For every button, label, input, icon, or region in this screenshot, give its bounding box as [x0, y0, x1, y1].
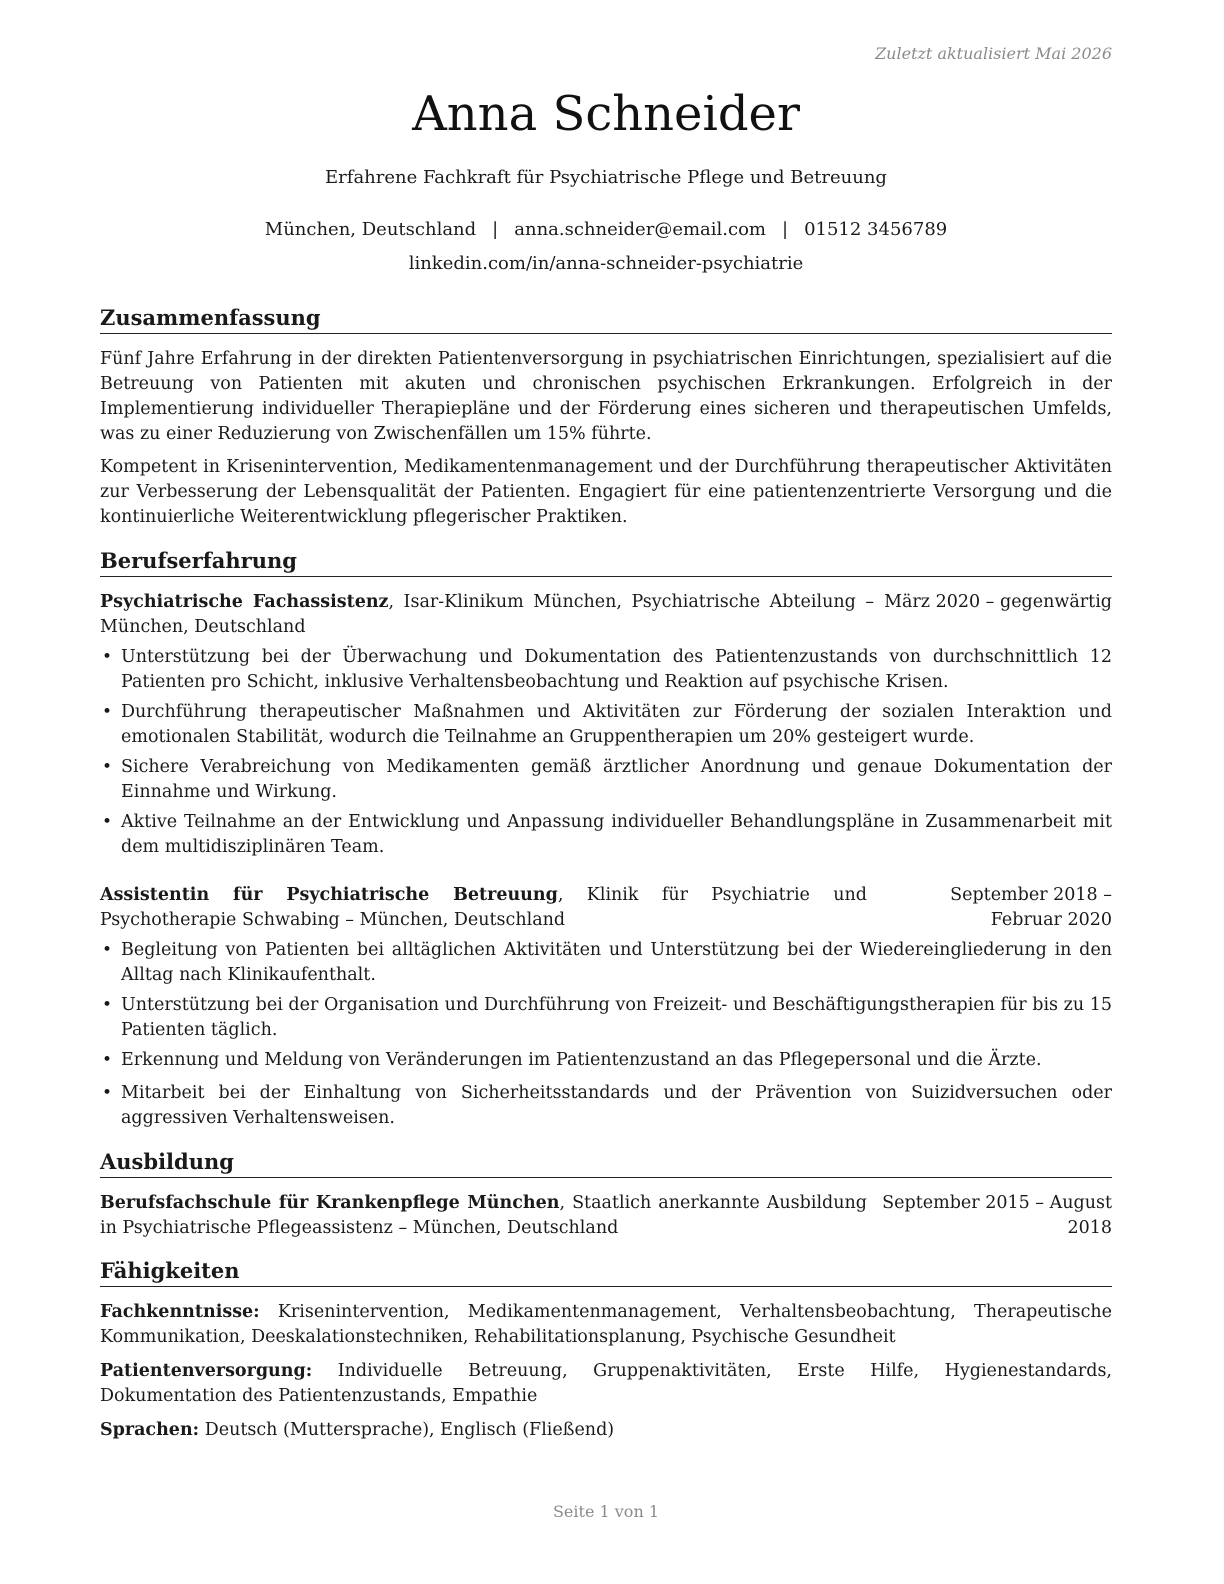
contact-line	[100, 219, 1112, 240]
job-role: Assistentin für Psychiatrische Betreuung	[100, 885, 558, 905]
list-item: • Begleitung von Patienten bei alltäglichen Aktivitäten und Unterstützung bei der Wiedereingliederung in den Alltag nach Klinikaufenthalt.	[100, 938, 1112, 988]
job-role: Psychiatrische Fachassistenz	[100, 592, 389, 612]
job-dates: März 2020 – gegenwärtig	[884, 592, 1112, 612]
summary-paragraph: Fünf Jahre Erfahrung in der direkten Patientenversorgung in psychiatrischen Einrichtungen, spezialisiert auf die Betreuung von Patienten mit akuten und chronischen psychischen Erkrankungen. Erfolgreich in der Implementierung individueller Therapiepläne und der Förderung eines sicheren und therapeutischen Umfelds, was zu einer Reduzierung von Zwischenfällen um 15% führte.	[100, 349, 1112, 444]
job-bullets	[100, 645, 1112, 860]
education-dates: September 2015 – August 2018	[882, 1193, 1112, 1238]
list-item: • Mitarbeit bei der Einhaltung von Sicherheitsstandards und der Prävention von Suizidversuchen oder aggressiven Verhaltensweisen.	[100, 1081, 1112, 1131]
candidate-name: Anna Schneider	[412, 86, 800, 142]
email-link[interactable]: anna.schneider@email.com	[514, 219, 766, 240]
list-item: • Erkennung und Meldung von Veränderungen im Patientenzustand an das Pflegepersonal und die Ärzte.	[100, 1048, 1112, 1073]
list-item: • Aktive Teilnahme an der Entwicklung und Anpassung individueller Behandlungspläne in Zusammenarbeit mit dem multidisziplinären Team.	[100, 810, 1112, 860]
skills-section	[100, 1257, 1112, 1443]
tagline: Erfahrene Fachkraft für Psychiatrische Pflege und Betreuung	[325, 167, 887, 188]
location: München, Deutschland	[264, 219, 477, 240]
last-updated: Zuletzt aktualisiert Mai 2026	[875, 44, 1112, 63]
skill-label: Patientenversorgung:	[100, 1361, 313, 1381]
skill-line	[100, 1300, 1112, 1350]
section-title: Berufserfahrung	[100, 547, 1112, 577]
job-org: , Isar-Klinikum München, Psychiatrische Abteilung – München, Deutschland	[100, 592, 875, 637]
education-detail: , Staatlich anerkannte Ausbildung in Psychiatrische Pflegeassistenz – München, Deutschland	[100, 1193, 867, 1238]
list-item: • Unterstützung bei der Organisation und Durchführung von Freizeit- und Beschäftigungstherapien für bis zu 15 Patienten täglich.	[100, 993, 1112, 1043]
job-bullets	[100, 938, 1112, 1131]
job-dates: September 2018 – Februar 2020	[950, 885, 1112, 930]
phone: 01512 3456789	[804, 219, 948, 240]
education-entry	[100, 1191, 1112, 1241]
skill-text: Deutsch (Muttersprache), Englisch (Fließend)	[199, 1420, 615, 1440]
summary-paragraph: Kompetent in Krisenintervention, Medikamentenmanagement und der Durchführung therapeutischer Aktivitäten zur Verbesserung der Lebensqualität der Patienten. Engagiert für eine patientenzentrierte Versorgung und die kontinuierliche Weiterentwicklung pflegerischer Praktiken.	[100, 457, 1112, 527]
skill-line	[100, 1418, 1112, 1443]
section-title: Ausbildung	[100, 1148, 1112, 1178]
skill-label: Fachkenntnisse:	[100, 1302, 260, 1322]
skill-text: Individuelle Betreuung, Gruppenaktivitäten, Erste Hilfe, Hygienestandards, Dokumentation des Patientenzustands, Empathie	[100, 1361, 1112, 1406]
job-header	[100, 883, 1112, 933]
separator: |	[492, 219, 499, 240]
section-title: Fähigkeiten	[100, 1257, 1112, 1287]
page-number: Seite 1 von 1	[552, 1502, 660, 1521]
job-entry	[100, 590, 1112, 860]
linkedin-link[interactable]: linkedin.com/in/anna-schneider-psychiatrie	[408, 253, 804, 274]
separator: |	[782, 219, 789, 240]
job-entry	[100, 883, 1112, 1131]
summary-section	[100, 304, 1112, 530]
list-item: • Sichere Verabreichung von Medikamenten gemäß ärztlicher Anordnung und genaue Dokumentation der Einnahme und Wirkung.	[100, 755, 1112, 805]
experience-section	[100, 547, 1112, 1131]
skill-line	[100, 1359, 1112, 1409]
list-item: • Unterstützung bei der Überwachung und Dokumentation des Patientenzustands von durchschnittlich 12 Patienten pro Schicht, inklusive Verhaltensbeobachtung und Reaktion auf psychische Krisen.	[100, 645, 1112, 695]
job-header	[100, 590, 1112, 640]
skill-text: Krisenintervention, Medikamentenmanagement, Verhaltensbeobachtung, Therapeutische Kommunikation, Deeskalationstechniken, Rehabilitationsplanung, Psychische Gesundheit	[100, 1302, 1112, 1347]
section-title: Zusammenfassung	[100, 304, 1112, 334]
list-item: • Durchführung therapeutischer Maßnahmen und Aktivitäten zur Förderung der sozialen Interaktion und emotionalen Stabilität, wodurch die Teilnahme an Gruppentherapien um 20% gesteigert wurde.	[100, 700, 1112, 750]
skill-label: Sprachen:	[100, 1420, 200, 1440]
job-org: , Klinik für Psychiatrie und Psychotherapie Schwabing – München, Deutschland	[100, 885, 867, 930]
school-name: Berufsfachschule für Krankenpflege München	[100, 1193, 560, 1213]
education-section	[100, 1148, 1112, 1241]
